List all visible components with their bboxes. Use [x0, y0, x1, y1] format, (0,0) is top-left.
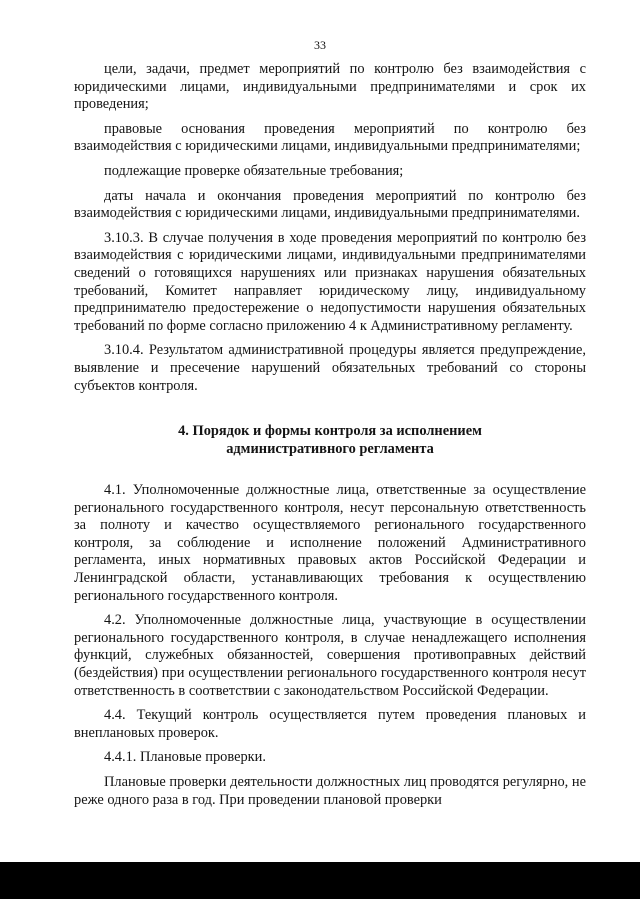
page-number: 33: [314, 38, 326, 52]
paragraph-4-2: 4.2. Уполномоченные должностные лица, участвующие в осуществлении регионального государственного контроля, в случае ненадлежащего исполнения функций, служебных обязанностей, совершения противоправных действий (бездействия) при осуществлении регионального государственного контроля несут ответственность в соответствии с законодательством Российской Федерации.: [74, 612, 586, 699]
document-body: [74, 61, 586, 816]
scan-bottom-edge: [0, 862, 640, 899]
paragraph-requirements: подлежащие проверке обязательные требования;: [104, 162, 404, 179]
paragraph-3-10-4: 3.10.4. Результатом административной процедуры является предупреждение, выявление и пресечение нарушений обязательных требований со стороны субъектов контроля.: [74, 342, 586, 394]
paragraph-4-4-1: 4.4.1. Плановые проверки.: [104, 749, 266, 766]
paragraph-dates: даты начала и окончания проведения мероприятий по контролю без взаимодействия с юридическими лицами, индивидуальными предпринимателями.: [74, 187, 586, 222]
paragraph-4-4: 4.4. Текущий контроль осуществляется путем проведения плановых и внеплановых проверок.: [74, 707, 586, 741]
paragraph-3-10-3: 3.10.3. В случае получения в ходе проведения мероприятий по контролю без взаимодействия с юридическими лицами, индивидуальными предпринимателями сведений о готовящихся нарушениях или признаках нарушения обязательных требований, Комитет направляет юридическому лицу, индивидуальному предпринимателю предостережение о недопустимости нарушения обязательных требований по форме согласно приложению 4 к Административному регламенту.: [74, 229, 586, 334]
section-heading-line-1: 4. Порядок и формы контроля за исполнением: [178, 423, 482, 440]
paragraph-4-1: 4.1. Уполномоченные должностные лица, ответственные за осуществление регионального государственного контроля, несут персональную ответственность за полноту и качество осуществляемого регионального государственного контроля, за соблюдение и исполнение положений Административного регламента, иных нормативных правовых актов Российской Федерации и Ленинградской области, устанавливающих требования к осуществлению регионального государственного контроля.: [74, 482, 586, 604]
paragraph-legal-grounds: правовые основания проведения мероприятий по контролю без взаимодействия с юридическими лицами, индивидуальными предпринимателями;: [74, 120, 586, 155]
section-heading-line-2: административного регламента: [226, 441, 434, 458]
paragraph-planned-checks: Плановые проверки деятельности должностных лиц проводятся регулярно, не реже одного раза в год. При проведении плановой проверки: [74, 774, 586, 808]
paragraph-goals: цели, задачи, предмет мероприятий по контролю без взаимодействия с юридическими лицами, индивидуальными предпринимателями и срок их проведения;: [74, 61, 586, 113]
section-heading: [74, 422, 586, 458]
